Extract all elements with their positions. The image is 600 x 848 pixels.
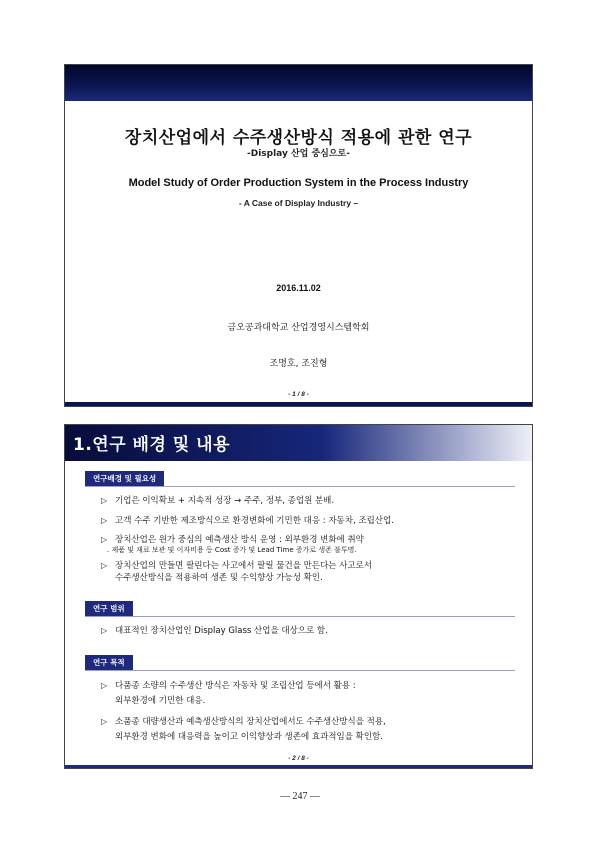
list-item: ▷ 장치산업의 만들면 팔린다는 사고에서 팔릴 물건을 만든다는 사고로서 — [101, 561, 373, 571]
list-item: ▷ 고객 수주 기반한 제조방식으로 환경변화에 기민한 대응 : 자동차, 조립산업. — [101, 516, 394, 526]
list-item-continuation: 외부환경에 기민한 대응. — [115, 696, 206, 706]
triangle-bullet-icon: ▷ — [101, 561, 108, 570]
triangle-bullet-icon: ▷ — [101, 717, 108, 726]
document-page-number: — 247 — — [280, 791, 320, 802]
list-item-continuation: 수주생산방식을 적용하여 생존 및 수익향상 가능성 확인. — [115, 573, 323, 583]
korean-subtitle: -Display 산업 중심으로- — [246, 149, 350, 159]
triangle-bullet-icon: ▷ — [101, 535, 108, 544]
triangle-bullet-icon: ▷ — [101, 516, 108, 525]
content-slide — [64, 424, 533, 769]
english-subtitle: - A Case of Display Industry – — [238, 198, 359, 208]
triangle-bullet-icon: ▷ — [101, 626, 108, 635]
bottom-rule — [65, 765, 532, 768]
list-item: ▷ 기업은 이익확보 + 지속적 성장 → 주주, 정부, 종업원 분배. — [101, 496, 335, 506]
university-name: 금오공과대학교 산업경영시스템학회 — [227, 323, 370, 333]
section-divider — [85, 486, 515, 487]
presentation-date: 2016.11.02 — [276, 283, 321, 293]
authors: 조명호, 조진형 — [269, 359, 328, 369]
section-label-background: 연구 목적 — [85, 655, 133, 670]
korean-title: 장치산업에서 수주생산방식 적용에 관한 연구 — [124, 128, 473, 148]
slide-page-number: - 1 / 8 - — [288, 391, 309, 398]
bottom-rule — [65, 402, 532, 406]
list-item-continuation: 외부환경 변화에 대응력을 높이고 이익향상과 생존에 효과적임을 확인함. — [115, 732, 383, 742]
sub-note: . 제품 및 재료 보관 및 이자비용 등 Cost 증가 및 Lead Time 증가로 생존 불투명. — [107, 546, 357, 554]
title-header-bar — [65, 65, 532, 101]
section-label-background: 연구 범위 — [85, 601, 133, 616]
triangle-bullet-icon: ▷ — [101, 496, 108, 505]
english-title: Model Study of Order Production System in the Process Industry — [128, 177, 469, 189]
slide-page-number: - 2 / 8 - — [288, 755, 309, 762]
list-item: ▷ 다품종 소량의 수주생산 방식은 자동차 및 조립산업 등에서 활용 : — [101, 681, 356, 691]
slide-header-bar — [65, 425, 532, 461]
list-item: ▷ 소품종 대량생산과 예측생산방식의 장치산업에서도 수주생산방식을 적용, — [101, 717, 386, 727]
section-divider — [85, 670, 515, 671]
title-slide — [64, 64, 533, 407]
section-label-background: 연구배경 및 필요성 — [85, 471, 164, 486]
section-divider — [85, 616, 515, 617]
list-item: ▷ 장치산업은 원가 중심의 예측생산 방식 운영 : 외부환경 변화에 취약 — [101, 535, 364, 545]
slide-title: 1.연구 배경 및 내용 — [73, 435, 230, 455]
triangle-bullet-icon: ▷ — [101, 681, 108, 690]
list-item: ▷ 대표적인 장치산업인 Display Glass 산업을 대상으로 함. — [101, 626, 328, 636]
